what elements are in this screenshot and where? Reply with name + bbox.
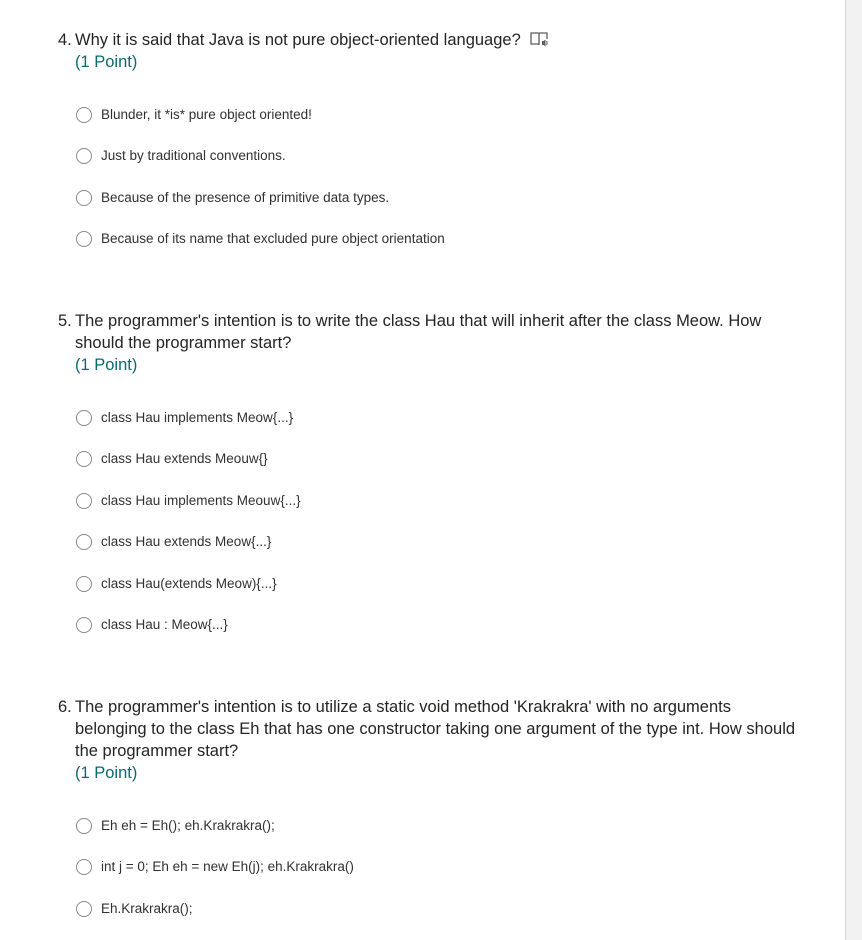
option-label: Eh.Krakrakra(); [101,900,193,916]
radio-button[interactable] [76,901,92,917]
radio-button[interactable] [76,493,92,509]
radio-button[interactable] [76,231,92,247]
question-text: The programmer's intention is to write the class Hau that will inherit after the class Meow. How should the programmer start? [75,312,762,352]
option-blunder[interactable] [76,94,798,136]
radio-button[interactable] [76,534,92,550]
option-new-eh-with-int[interactable] [76,847,798,889]
question-title [58,310,798,354]
option-label: class Hau : Meow{...} [101,617,228,633]
question-5 [58,310,798,646]
scrollbar-track[interactable] [846,0,862,922]
radio-button[interactable] [76,859,92,875]
option-label: class Hau(extends Meow){...} [101,575,277,591]
question-points: (1 Point) [75,356,138,374]
radio-button[interactable] [76,410,92,426]
question-points: (1 Point) [75,764,138,782]
radio-button[interactable] [76,818,92,834]
radio-button[interactable] [76,451,92,467]
option-implements-meow[interactable] [76,397,798,439]
question-title [58,29,798,51]
option-label: Eh eh = Eh(); eh.Krakrakra(); [101,817,275,833]
radio-button[interactable] [76,107,92,123]
question-title [58,696,798,762]
option-label: Blunder, it *is* pure object oriented! [101,106,312,122]
option-hau-paren-extends[interactable] [76,563,798,605]
options-group [58,397,798,646]
option-label: int j = 0; Eh eh = new Eh(j); eh.Krakrakra() [101,859,354,875]
question-6 [58,696,798,930]
question-4 [58,29,798,260]
option-static-call[interactable] [76,888,798,930]
radio-button[interactable] [76,576,92,592]
option-extends-meouw[interactable] [76,439,798,481]
option-label: Because of the presence of primitive data types. [101,189,390,205]
radio-button[interactable] [76,190,92,206]
option-implements-meouw[interactable] [76,480,798,522]
option-label: class Hau extends Meow{...} [101,534,272,550]
options-group [58,805,798,930]
option-label: class Hau extends Meouw{} [101,451,268,467]
question-text: The programmer's intention is to utilize a static void method 'Krakrakra' with no arguments belonging to the class Eh that has one constructor taking one argument of the type int. How should the programmer start? [75,698,796,760]
question-points: (1 Point) [75,53,138,71]
option-extends-meow[interactable] [76,522,798,564]
question-number: 6. [58,698,72,716]
question-number: 5. [58,312,72,330]
option-traditional-conventions[interactable] [76,136,798,178]
option-name-excluded[interactable] [76,219,798,261]
radio-button[interactable] [76,148,92,164]
option-primitive-types[interactable] [76,177,798,219]
option-label: Just by traditional conventions. [101,148,286,164]
option-label: class Hau implements Meow{...} [101,409,294,425]
option-label: class Hau implements Meouw{...} [101,492,301,508]
question-number: 4. [58,31,72,49]
radio-button[interactable] [76,617,92,633]
immersive-reader-icon[interactable] [529,30,549,48]
question-text: Why it is said that Java is not pure object-oriented language? [75,31,521,49]
option-hau-colon-meow[interactable] [76,605,798,647]
option-eh-without-new[interactable] [76,805,798,847]
options-group [58,94,798,260]
option-label: Because of its name that excluded pure object orientation [101,231,445,247]
